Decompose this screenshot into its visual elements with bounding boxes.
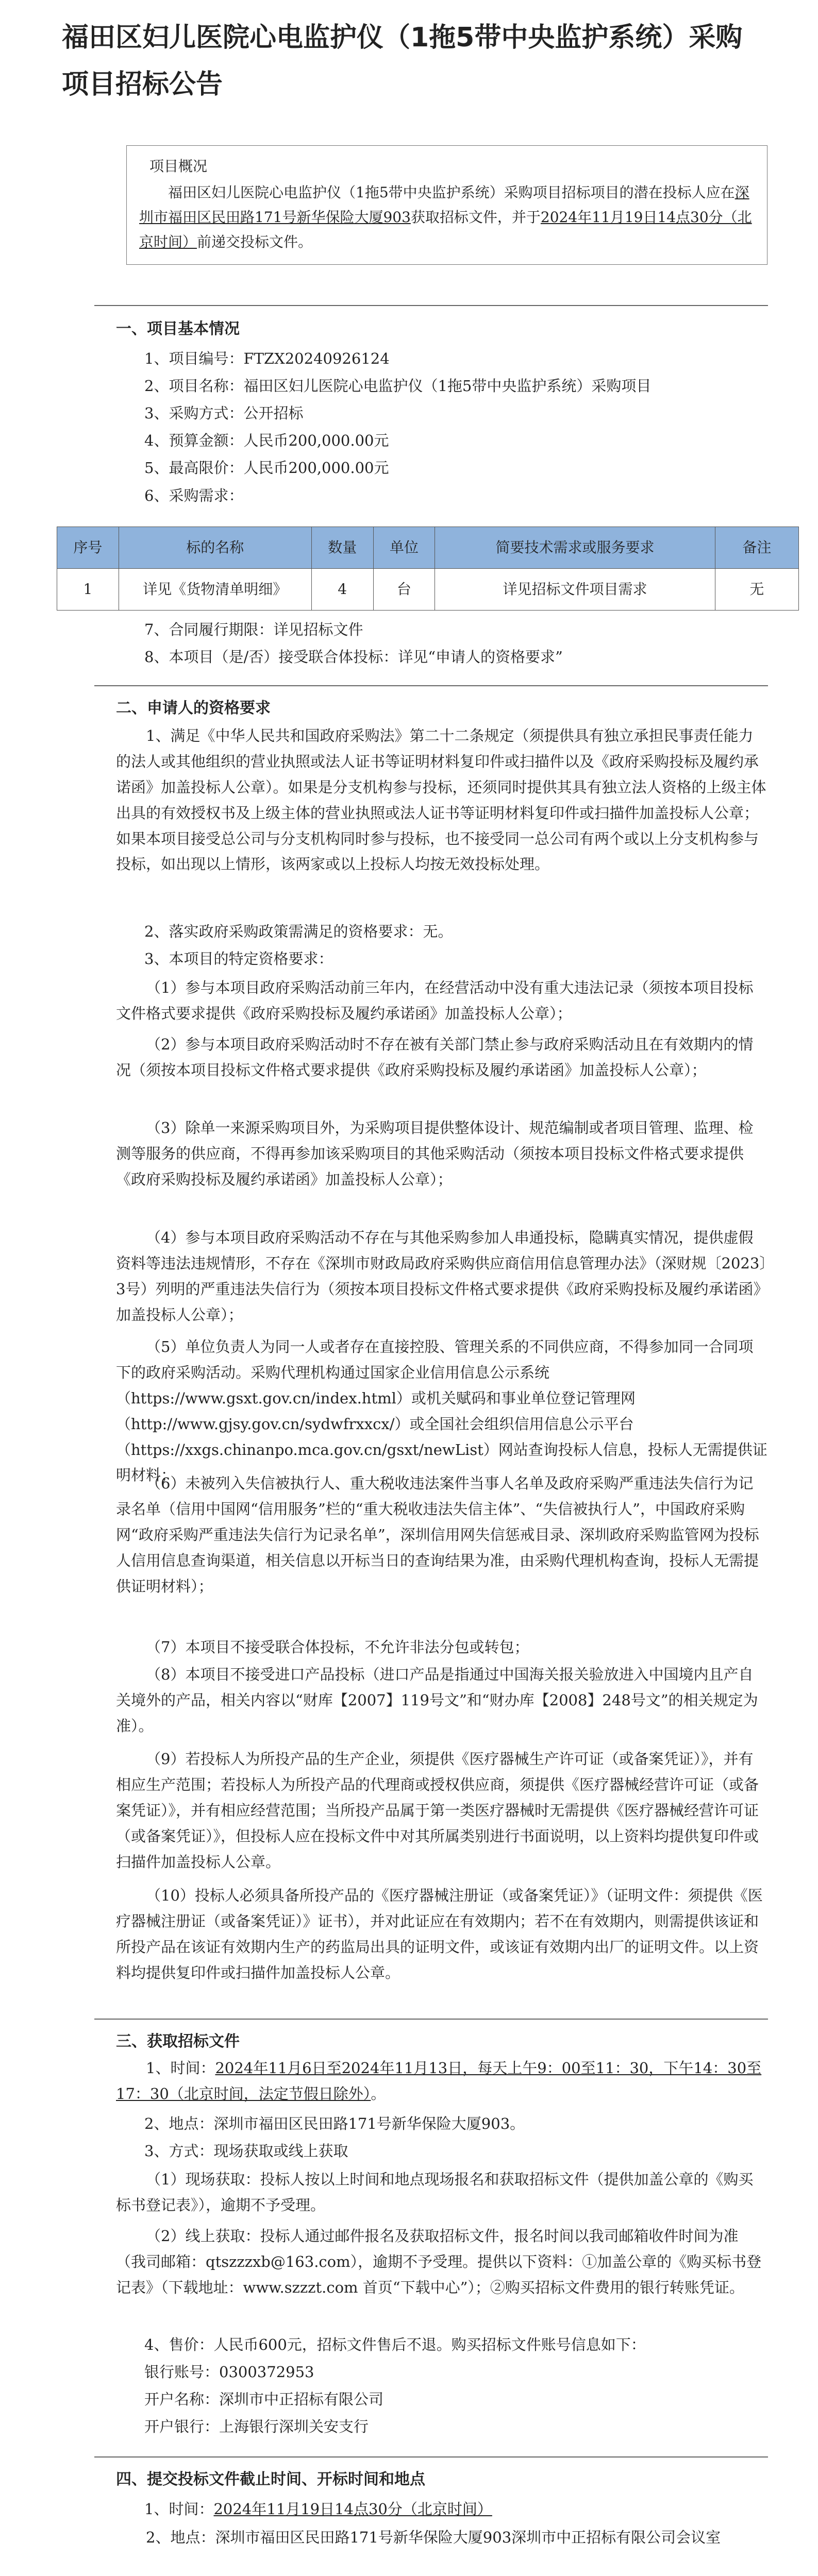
qualification-item-10: （10）投标人必须具备所投产品的《医疗器械注册证（或备案凭证）》（证明文件：须提供《医疗器械注册证（或备案凭证）》证书），并对此证应在有效期内；若不在有效期内，则需提供该证和所投产品在该证有效期内生产的药监局出具的证明文件，或该证有效期内出厂的证明文件。以上资料均提供复印件或扫描件加盖投标人公章。 <box>116 1887 763 1981</box>
qualification-p1: 1、满足《中华人民共和国政府采购法》第二十二条规定（须提供具有独立承担民事责任能力的法人或其他组织的营业执照或法人证书等证明材料复印件或扫描件以及《政府采购投标及履约承诺函》加盖投标人公章）。如果是分支机构参与投标，还须同时提供其具有独立法人资格的上级主体出具的有效授权书及上级主体的营业执照或法人证书等证明材料复印件或扫描件加盖投标人公章；如果本项目接受总公司与分支机构同时参与投标，也不接受同一总公司有两个或以上分支机构参与投标，如出现以上情形，该两家或以上投标人均按无效投标处理。 <box>116 727 766 873</box>
consortium-info: 8、本项目（是/否）接受联合体投标：详见“申请人的资格要求” <box>144 648 563 666</box>
qualification-item-9: （9）若投标人为所投产品的生产企业，须提供《医疗器械生产许可证（或备案凭证）》，并有相应生产范围；若投标人为所投产品的代理商或授权供应商，须提供《医疗器械经营许可证（或备案凭证）》，并有相应经营范围；当所投产品属于第一类医疗器械时无需提供《医疗器械经营许可证（或备案凭证）》，但投标人应在投标文件中对其所属类别进行书面说明，以上资料均提供复印件或扫描件加盖投标人公章。 <box>116 1750 759 1871</box>
overview-text <box>139 180 755 254</box>
bank-name: 开户银行：上海银行深圳关安支行 <box>144 2418 369 2435</box>
table-cell: 1 <box>57 569 119 611</box>
obtain-online: （2）线上获取：投标人通过邮件报名及获取招标文件，报名时间以我司邮箱收件时间为准（我司邮箱：qtszzzxb@163.com），逾期不予受理。提供以下资料：①加盖公章的《购买标书登记表》（下载地址：www.szzzt.com 首页“下载中心”）；②购买招标文件费用的银行转账凭证。 <box>116 2227 762 2296</box>
overview-text-a: 福田区妇儿医院心电监护仪（1拖5带中央监护系统）采购项目招标项目的潜在投标人应在 <box>168 184 735 201</box>
table-cell: 详见招标文件项目需求 <box>435 569 715 611</box>
budget-amount: 4、预算金额：人民币200,000.00元 <box>144 432 389 449</box>
items-table <box>57 527 799 611</box>
col-header: 数量 <box>311 527 373 569</box>
submission-time <box>144 2498 492 2521</box>
overview-deadline: 2024年11月19日14点30分（北京时间） <box>139 208 752 250</box>
qualification-item-6: （6）未被列入失信被执行人、重大税收违法案件当事人名单及政府采购严重违法失信行为记录名单（信用中国网“信用服务”栏的“重大税收违法失信主体”、“失信被执行人”，中国政府采购网“政府采购严重违法失信行为记录名单”，深圳信用网失信惩戒目录、深圳政府采购监管网为投标人信用信息查询渠道，相关信息以开标当日的查询结果为准，由采购代理机构查询，投标人无需提供证明材料）； <box>116 1475 759 1595</box>
project-overview-box <box>126 145 767 265</box>
bank-account: 银行账号：0300372953 <box>144 2363 314 2381</box>
procurement-needs: 6、采购需求： <box>144 487 244 504</box>
col-header: 备注 <box>715 527 798 569</box>
table-cell: 4 <box>311 569 373 611</box>
overview-heading: 项目概况 <box>149 158 208 175</box>
table-cell: 无 <box>715 569 798 611</box>
obtain-onsite: （1）现场获取：投标人按以上时间和地点现场报名和获取招标文件（提供加盖公章的《购买标书登记表》），逾期不予受理。 <box>116 2171 754 2214</box>
obtain-method: 3、方式：现场获取或线上获取 <box>144 2142 348 2160</box>
col-header: 序号 <box>57 527 119 569</box>
obtain-time <box>116 2056 768 2107</box>
overview-text-c: 前递交投标文件。 <box>197 233 313 250</box>
qualification-item-5: （5）单位负责人为同一人或者存在直接控股、管理关系的不同供应商，不得参加同一合同项下的政府采购活动。采购代理机构通过国家企业信用信息公示系统（https://www.gsxt.gov.cn/index.html）或机关赋码和事业单位登记管理网（http://www.gjsy.gov.cn/sydwfrxxcx/）或全国社会组织信用信息公示平台（https://xxgs.chinanpo.mca.gov.cn/gsxt/newList）网站查询投标人信息，投标人无需提供证明材料； <box>116 1338 767 1484</box>
section-1-title: 一、项目基本情况 <box>116 320 240 338</box>
divider <box>94 2019 768 2020</box>
divider <box>94 685 768 686</box>
qualification-item-7: （7）本项目不接受联合体投标，不允许非法分包或转包； <box>146 1638 529 1656</box>
table-cell: 详见《货物清单明细》 <box>119 569 311 611</box>
table-row <box>57 569 799 611</box>
section-2-title: 二、申请人的资格要求 <box>116 699 271 717</box>
submission-location: 2、地点：深圳市福田区民田路171号新华保险大厦903深圳市中正招标有限公司会议室 <box>146 2529 721 2546</box>
qualification-p2: 2、落实政府采购政策需满足的资格要求：无。 <box>144 923 453 940</box>
col-header: 单位 <box>373 527 435 569</box>
page-title: 福田区妇儿医院心电监护仪（1拖5带中央监护系统）采购项目招标公告 <box>62 22 743 100</box>
obtain-location: 2、地点：深圳市福田区民田路171号新华保险大厦903。 <box>144 2115 525 2132</box>
procurement-method: 3、采购方式：公开招标 <box>144 404 304 422</box>
overview-text-b: 获取招标文件，并于 <box>410 208 541 226</box>
qualification-p3: 3、本项目的特定资格要求： <box>144 950 333 968</box>
project-name: 2、项目名称：福田区妇儿医院心电监护仪（1拖5带中央监护系统）采购项目 <box>144 377 652 395</box>
submission-time-label: 1、时间： <box>144 2500 214 2518</box>
col-header: 标的名称 <box>119 527 311 569</box>
qualification-item-3: （3）除单一来源采购项目外，为采购项目提供整体设计、规范编制或者项目管理、监理、检测等服务的供应商，不得再参加该采购项目的其他采购活动（须按本项目投标文件格式要求提供《政府采购投标及履约承诺函》加盖投标人公章）； <box>116 1119 754 1188</box>
qualification-item-8: （8）本项目不接受进口产品投标（进口产品是指通过中国海关报关验放进入中国境内且产自关境外的产品，相关内容以“财库【2007】119号文”和“财办库【2008】248号文”的相关规定为准）。 <box>116 1666 758 1735</box>
bank-account-name: 开户名称：深圳市中正招标有限公司 <box>144 2391 384 2408</box>
max-price: 5、最高限价：人民币200,000.00元 <box>144 459 389 477</box>
divider <box>94 2456 768 2458</box>
overview-address: 深圳市福田区民田路171号新华保险大厦903 <box>139 184 749 226</box>
divider <box>94 305 768 306</box>
section-3-title: 三、获取招标文件 <box>116 2032 240 2050</box>
section-4-title: 四、提交投标文件截止时间、开标时间和地点 <box>116 2470 425 2488</box>
submission-time-value: 2024年11月19日14点30分（北京时间） <box>213 2500 492 2518</box>
qualification-item-2: （2）参与本项目政府采购活动时不存在被有关部门禁止参与政府采购活动且在有效期内的情况（须按本项目投标文件格式要求提供《政府采购投标及履约承诺函》加盖投标人公章）； <box>116 1036 754 1079</box>
obtain-time-value: 2024年11月6日至2024年11月13日，每天上午9：00至11：30，下午14：30至17：30（北京时间，法定节假日除外） <box>116 2059 762 2103</box>
contract-period: 7、合同履行期限：详见招标文件 <box>144 621 363 638</box>
project-number: 1、项目编号：FTZX20240926124 <box>144 350 390 367</box>
col-header: 简要技术需求或服务要求 <box>435 527 715 569</box>
document-price: 4、售价：人民币600元，招标文件售后不退。购买招标文件账号信息如下： <box>144 2336 646 2353</box>
obtain-time-label: 1、时间： <box>146 2059 215 2077</box>
qualification-item-4: （4）参与本项目政府采购活动不存在与其他采购参加人串通投标，隐瞒真实情况，提供虚假资料等违法违规情形，不存在《深圳市财政局政府采购供应商信用信息管理办法》（深财规〔2023〕3号）列明的严重违法失信行为（须按本项目投标文件格式要求提供《政府采购投标及履约承诺函》加盖投标人公章）； <box>116 1229 767 1324</box>
table-header-row <box>57 527 799 569</box>
table-cell: 台 <box>373 569 435 611</box>
obtain-time-end: 。 <box>371 2084 386 2103</box>
qualification-item-1: （1）参与本项目政府采购活动前三年内，在经营活动中没有重大违法记录（须按本项目投标文件格式要求提供《政府采购投标及履约承诺函》加盖投标人公章）； <box>116 979 754 1022</box>
